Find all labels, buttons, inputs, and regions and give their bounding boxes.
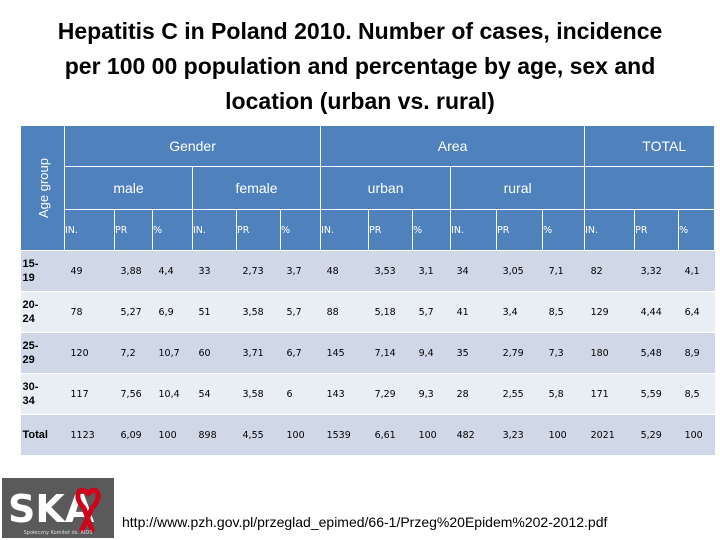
table-cell: 3,4	[497, 292, 543, 333]
table-cell: 3,58	[237, 292, 281, 333]
column-header: IN.	[193, 210, 237, 251]
gender-header: Gender	[65, 126, 321, 167]
table-cell: 3,7	[281, 251, 321, 292]
table-cell: 7,1	[543, 251, 585, 292]
table-cell: 145	[321, 333, 369, 374]
table-cell: 120	[65, 333, 115, 374]
table-cell: 4,44	[635, 292, 679, 333]
table-cell: 28	[451, 374, 497, 415]
table-cell: 100	[413, 415, 451, 456]
table-cell: 3,32	[635, 251, 679, 292]
table-cell: 9,4	[413, 333, 451, 374]
column-header: IN.	[65, 210, 115, 251]
logo-text: SKA	[8, 487, 95, 531]
row-label: 25- 29	[21, 333, 65, 374]
table-cell: 7,29	[369, 374, 413, 415]
table-cell: 117	[65, 374, 115, 415]
ska-logo	[2, 478, 114, 538]
column-header: PR	[497, 210, 543, 251]
table-cell: 4,55	[237, 415, 281, 456]
row-label: 30- 34	[21, 374, 65, 415]
column-header: PR	[369, 210, 413, 251]
table-cell: 171	[585, 374, 635, 415]
row-label: 20- 24	[21, 292, 65, 333]
column-header: %	[281, 210, 321, 251]
table-cell: 10,7	[153, 333, 193, 374]
column-header: PR	[635, 210, 679, 251]
table-cell: 129	[585, 292, 635, 333]
table-cell: 3,58	[237, 374, 281, 415]
area-header: Area	[321, 126, 585, 167]
column-header: %	[679, 210, 715, 251]
column-header: PR	[237, 210, 281, 251]
column-header: %	[543, 210, 585, 251]
table-cell: 8,5	[543, 292, 585, 333]
table-cell: 7,3	[543, 333, 585, 374]
female-header: female	[193, 167, 321, 210]
table-cell: 2021	[585, 415, 635, 456]
table-cell: 3,88	[115, 251, 153, 292]
table-cell: 1123	[65, 415, 115, 456]
table-cell: 5,29	[635, 415, 679, 456]
table-cell: 100	[679, 415, 715, 456]
logo-subtitle: Społeczny Komitet ds. AIDS	[23, 530, 93, 536]
column-header: PR	[115, 210, 153, 251]
total-subheader-blank	[585, 167, 715, 210]
table-cell: 100	[153, 415, 193, 456]
total-header: TOTAL	[585, 126, 715, 167]
table-cell: 2,79	[497, 333, 543, 374]
table-cell: 7,14	[369, 333, 413, 374]
male-header: male	[65, 167, 193, 210]
table-cell: 88	[321, 292, 369, 333]
table-cell: 2,73	[237, 251, 281, 292]
table-cell: 7,2	[115, 333, 153, 374]
table-row	[21, 333, 715, 374]
table-cell: 35	[451, 333, 497, 374]
table-cell: 100	[543, 415, 585, 456]
table-cell: 5,7	[413, 292, 451, 333]
table-cell: 3,05	[497, 251, 543, 292]
source-link[interactable]: http://www.pzh.gov.pl/przeglad_epimed/66-1/Przeg%20Epidem%202-2012.pdf	[122, 514, 608, 530]
table-cell: 49	[65, 251, 115, 292]
table-cell: 8,9	[679, 333, 715, 374]
hepatitis-table	[20, 125, 715, 455]
column-header: IN.	[585, 210, 635, 251]
column-header: %	[153, 210, 193, 251]
table-cell: 6,4	[679, 292, 715, 333]
column-header: IN.	[451, 210, 497, 251]
table-cell: 2,55	[497, 374, 543, 415]
table-cell: 5,7	[281, 292, 321, 333]
age-group-label: Age group	[35, 158, 51, 218]
table-cell: 180	[585, 333, 635, 374]
table-row	[21, 415, 715, 456]
table-cell: 6,9	[153, 292, 193, 333]
table-cell: 5,48	[635, 333, 679, 374]
table-row	[21, 292, 715, 333]
table-cell: 6,7	[281, 333, 321, 374]
table-cell: 41	[451, 292, 497, 333]
table-cell: 51	[193, 292, 237, 333]
table-cell: 5,8	[543, 374, 585, 415]
table-cell: 6,09	[115, 415, 153, 456]
table-cell: 60	[193, 333, 237, 374]
rural-header: rural	[451, 167, 585, 210]
table-cell: 3,1	[413, 251, 451, 292]
table-cell: 6	[281, 374, 321, 415]
table-cell: 3,53	[369, 251, 413, 292]
table-cell: 143	[321, 374, 369, 415]
table-cell: 100	[281, 415, 321, 456]
age-group-header	[21, 126, 65, 251]
table-cell: 7,56	[115, 374, 153, 415]
table-cell: 54	[193, 374, 237, 415]
table-cell: 5,27	[115, 292, 153, 333]
table-cell: 48	[321, 251, 369, 292]
table-row	[21, 374, 715, 415]
column-header: %	[413, 210, 451, 251]
table-cell: 1539	[321, 415, 369, 456]
table-cell: 5,18	[369, 292, 413, 333]
table-row	[21, 251, 715, 292]
table-cell: 3,71	[237, 333, 281, 374]
urban-header: urban	[321, 167, 451, 210]
table-cell: 4,1	[679, 251, 715, 292]
table-cell: 33	[193, 251, 237, 292]
table-cell: 9,3	[413, 374, 451, 415]
table-cell: 482	[451, 415, 497, 456]
table-cell: 898	[193, 415, 237, 456]
column-header: IN.	[321, 210, 369, 251]
table-cell: 5,59	[635, 374, 679, 415]
table-cell: 3,23	[497, 415, 543, 456]
table-cell: 10,4	[153, 374, 193, 415]
row-label: 15- 19	[21, 251, 65, 292]
table-cell: 78	[65, 292, 115, 333]
table-cell: 34	[451, 251, 497, 292]
page-title: Hepatitis C in Poland 2010. Number of cases, incidence per 100 00 population and percentage by age, sex and location (urban vs. rural)	[57, 18, 663, 114]
table-cell: 8,5	[679, 374, 715, 415]
table-cell: 82	[585, 251, 635, 292]
row-label: Total	[21, 415, 65, 456]
table-cell: 4,4	[153, 251, 193, 292]
table-cell: 6,61	[369, 415, 413, 456]
